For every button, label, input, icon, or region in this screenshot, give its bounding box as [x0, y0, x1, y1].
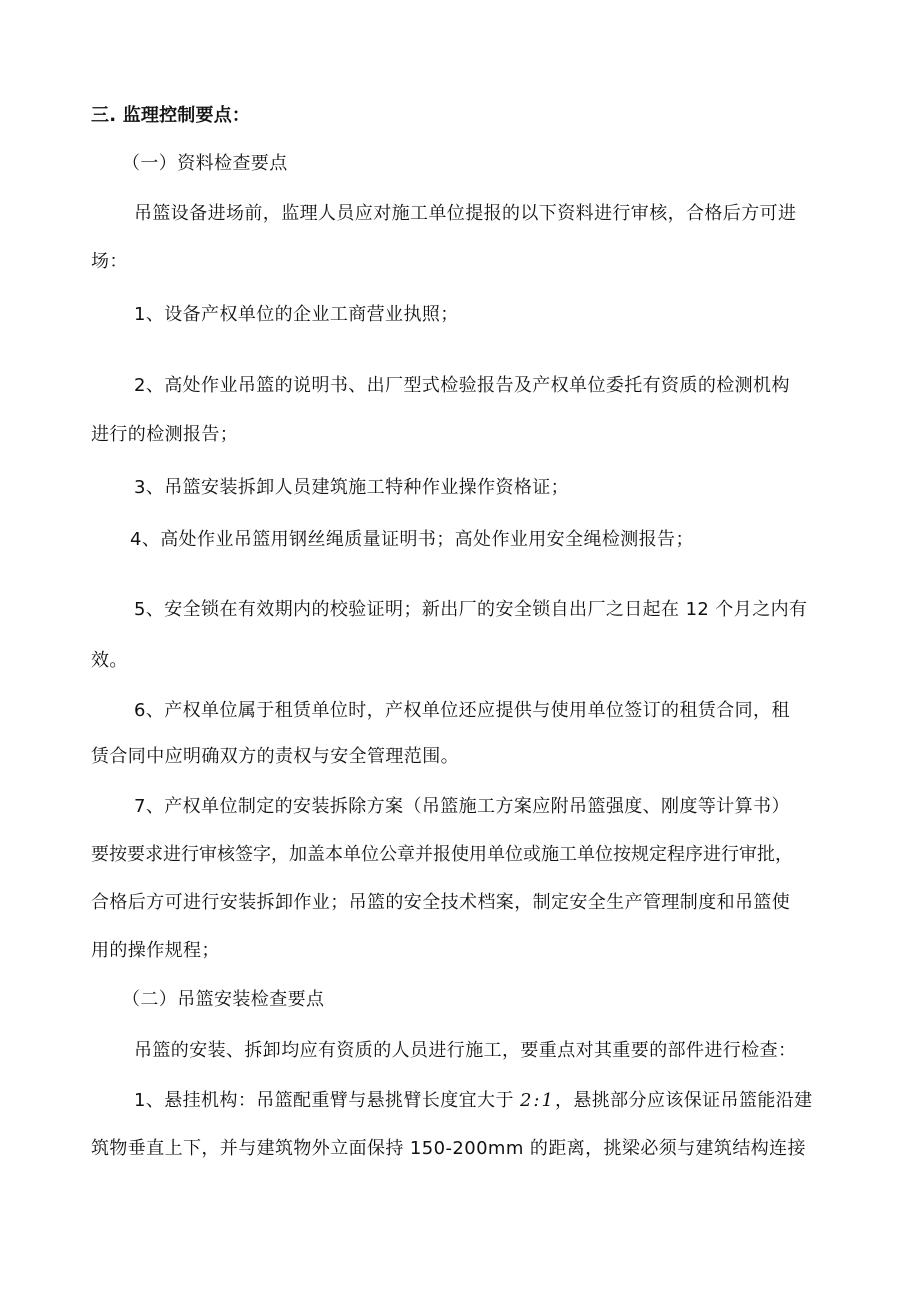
materials-intro-line: 吊篮设备进场前，监理人员应对施工单位提报的以下资料进行审核，合格后方可进: [134, 203, 797, 224]
installation-item-1-text: ，悬挑部分应该保证吊篮能沿建: [554, 1090, 813, 1111]
list-item-2: 2、高处作业吊篮的说明书、出厂型式检验报告及产权单位委托有资质的检测机构: [134, 375, 790, 396]
list-item-1: 1、设备产权单位的企业工商营业执照；: [134, 304, 459, 325]
section-heading: 三. 监理控制要点：: [91, 105, 251, 126]
list-item-5-continuation: 效。: [91, 650, 128, 671]
list-item-5: 5、安全锁在有效期内的校验证明；新出厂的安全锁自出厂之日起在 12 个月之内有: [134, 599, 808, 620]
installation-item-1: [134, 1089, 813, 1113]
list-item-7-continuation: 要按要求进行审核签字，加盖本单位公章并报使用单位或施工单位按规定程序进行审批，: [91, 844, 793, 865]
list-item-3: 3、吊篮安装拆卸人员建筑施工特种作业操作资格证；: [134, 477, 570, 498]
list-item-6-continuation: 赁合同中应明确双方的责权与安全管理范围。: [91, 746, 459, 767]
ratio-value: 2:1: [519, 1090, 555, 1111]
list-item-2-continuation: 进行的检测报告；: [91, 424, 239, 445]
list-item-4: 4、高处作业吊篮用钢丝绳质量证明书；高处作业用安全绳检测报告；: [130, 529, 694, 550]
list-item-7-continuation: 合格后方可进行安装拆卸作业；吊篮的安全技术档案，制定安全生产管理制度和吊篮使: [91, 892, 791, 913]
materials-intro-line: 场：: [91, 251, 128, 272]
list-item-7-continuation: 用的操作规程；: [91, 940, 220, 961]
installation-item-1-text: 1、悬挂机构：吊篮配重臂与悬挑臂长度宜大于: [134, 1090, 520, 1111]
subsection-title-materials: （一）资料检查要点: [122, 153, 288, 174]
installation-intro: 吊篮的安装、拆卸均应有资质的人员进行施工，要重点对其重要的部件进行检查：: [134, 1040, 797, 1061]
list-item-7: 7、产权单位制定的安装拆除方案（吊篮施工方案应附吊篮强度、刚度等计算书）: [134, 796, 790, 817]
subsection-title-installation: （二）吊篮安装检查要点: [122, 989, 325, 1010]
list-item-6: 6、产权单位属于租赁单位时，产权单位还应提供与使用单位签订的租赁合同，租: [134, 700, 790, 721]
installation-item-1-continuation: 筑物垂直上下，并与建筑物外立面保持 150-200mm 的距离，挑梁必须与建筑结构连接: [91, 1138, 806, 1159]
